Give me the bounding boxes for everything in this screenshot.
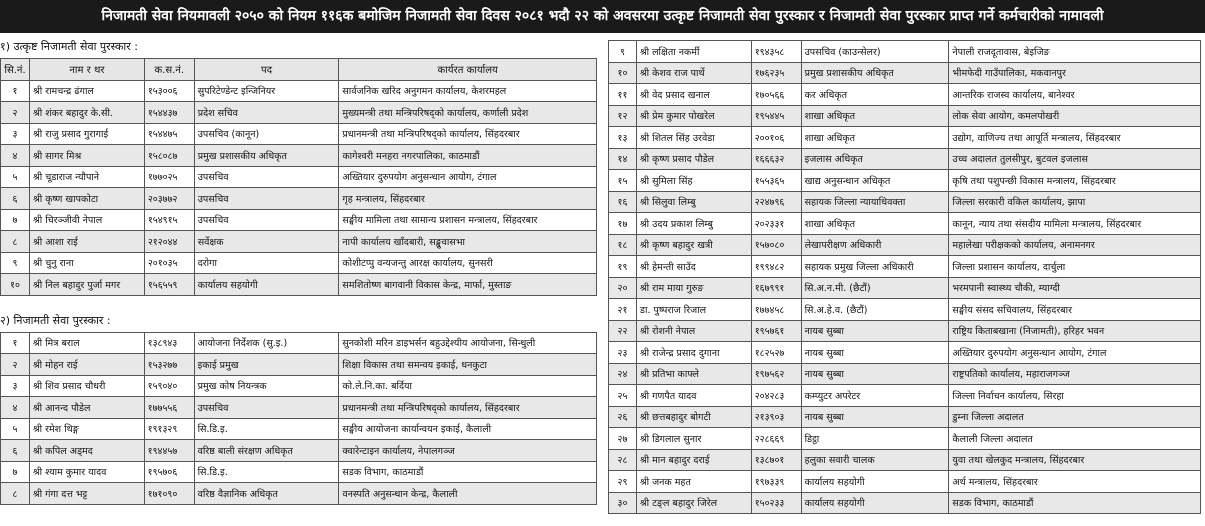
table-row — [1, 397, 597, 419]
name-cell: श्री गणपैत यादव — [636, 385, 751, 407]
name-cell: श्री राम माया गुरुङ — [636, 277, 751, 299]
table-row — [609, 406, 1201, 428]
office-cell: जिल्ला सरकारी वकिल कार्यालय, झापा — [949, 191, 1201, 213]
serial-cell: २ — [1, 102, 30, 124]
office-cell: नेपाली राजदूतावास, बेइजिङ — [949, 41, 1201, 63]
code-cell: १३८९४३ — [144, 332, 194, 354]
name-cell: श्री सुमिला सिंह — [636, 170, 751, 192]
code-cell: १९५७०६ — [144, 461, 194, 483]
name-cell: श्री छत्तबहादुर बोगटी — [636, 406, 751, 428]
serial-cell: ७ — [1, 461, 30, 483]
table-row — [609, 148, 1201, 170]
serial-cell: ५ — [1, 418, 30, 440]
post-cell: कर अधिकृत — [801, 84, 949, 106]
name-cell: श्री रामचन्द्र ढंगाल — [29, 80, 144, 102]
table-row — [609, 342, 1201, 364]
office-cell: सङ्घीय आयोजना कार्यान्वयन इकाई, कैलाली — [339, 418, 597, 440]
office-cell: उद्योग, वाणिज्य तथा आपूर्ति मन्त्रालय, सिंहदरबार — [949, 127, 1201, 149]
office-cell: शिक्षा विकास तथा समन्वय इकाई, धनकुटा — [339, 354, 597, 376]
name-cell: श्री चूडाराज न्यौपाने — [29, 166, 144, 188]
name-cell: श्री गंगा दत्त भट्ट — [29, 483, 144, 505]
code-cell: १९५४४५ — [751, 105, 801, 127]
office-cell: सडक विभाग, काठमाडौं — [339, 461, 597, 483]
office-cell: क्वारेन्टाइन कार्यालय, नेपालगञ्ज — [339, 440, 597, 462]
post-cell: लेखापरीक्षण अधिकारी — [801, 234, 949, 256]
left-column — [0, 36, 597, 505]
post-cell: सुपरिटेण्डेन्ट इन्जिनियर — [194, 80, 339, 102]
serial-cell: ४ — [1, 145, 30, 167]
name-cell: श्री मोहन राई — [29, 354, 144, 376]
section1-table — [0, 58, 597, 296]
section2-heading: २) निजामती सेवा पुरस्कार : — [0, 313, 111, 327]
office-cell: गृह मन्त्रालय, सिंहदरबार — [339, 188, 597, 210]
name-cell: श्री शिव प्रसाद चौधरी — [29, 375, 144, 397]
post-cell: उपसचिव — [194, 188, 339, 210]
table-row — [609, 320, 1201, 342]
table-row — [609, 363, 1201, 385]
serial-cell: ३ — [1, 375, 30, 397]
name-cell: डा. पुष्पराज रिजाल — [636, 299, 751, 321]
code-cell: १७७४५८ — [751, 299, 801, 321]
serial-cell: ६ — [1, 440, 30, 462]
table-row — [609, 256, 1201, 278]
code-cell: २२४७९६ — [751, 191, 801, 213]
name-cell: श्री हेमन्ती साउँद — [636, 256, 751, 278]
post-cell: इकाई प्रमुख — [194, 354, 339, 376]
code-cell: २०२३३१ — [751, 213, 801, 235]
serial-cell: ६ — [1, 188, 30, 210]
office-cell: लोक सेवा आयोग, कमलपोखरी — [949, 105, 1201, 127]
office-cell: डुम्ना जिल्ला अदालत — [949, 406, 1201, 428]
code-cell: १९९४८२ — [751, 256, 801, 278]
code-cell: १५७०८० — [751, 234, 801, 256]
code-cell: १७७५५६ — [144, 397, 194, 419]
code-cell: १३८७०१ — [751, 449, 801, 471]
code-cell: १५६५५९ — [144, 274, 194, 296]
serial-cell: २० — [609, 277, 637, 299]
office-cell: को.ले.नि.का. बर्दिया — [339, 375, 597, 397]
name-cell: श्री डिगलाल सुनार — [636, 428, 751, 450]
table-row — [1, 332, 597, 354]
post-cell: प्रदेश सचिव — [194, 102, 339, 124]
code-cell: १५८०८७ — [144, 145, 194, 167]
serial-cell: २७ — [609, 428, 637, 450]
name-cell: श्री रमेश थिङ्ग — [29, 418, 144, 440]
post-cell: शाखा अधिकृत — [801, 105, 949, 127]
col-header-serial: सि.नं. — [1, 59, 30, 81]
serial-cell: २३ — [609, 342, 637, 364]
post-cell: प्रमुख प्रशासकीय अधिकृत — [194, 145, 339, 167]
code-cell: २१३९०३ — [751, 406, 801, 428]
name-cell: श्री आशा राई — [29, 231, 144, 253]
name-cell: श्री प्रेम कुमार पोखरेल — [636, 105, 751, 127]
table-row — [609, 170, 1201, 192]
post-cell: डिट्ठा — [801, 428, 949, 450]
code-cell: २१२०४४ — [144, 231, 194, 253]
office-cell: भरमपानी स्वास्थ्य चौकी, म्याग्दी — [949, 277, 1201, 299]
office-cell: महालेखा परीक्षकको कार्यालय, अनामनगर — [949, 234, 1201, 256]
office-cell: प्रधानमन्त्री तथा मन्त्रिपरिषद्को कार्यालय, सिंहदरबार — [339, 123, 597, 145]
code-cell: १५४४७५ — [144, 123, 194, 145]
table-row — [1, 461, 597, 483]
office-cell: नापी कार्यालय खाँदबारी, सङ्खुवासभा — [339, 231, 597, 253]
code-cell: १९४३५८ — [751, 41, 801, 63]
table-row — [1, 375, 597, 397]
post-cell: कार्यालय सहयोगी — [801, 471, 949, 493]
office-cell: राष्ट्रपतिको कार्यालय, महाराजगञ्ज — [949, 363, 1201, 385]
post-cell: उपसचिव (काउन्सेलर) — [801, 41, 949, 63]
post-cell: शाखा अधिकृत — [801, 213, 949, 235]
office-cell: अख्तियार दुरुपयोग अनुसन्धान आयोग, टंगाल — [339, 166, 597, 188]
post-cell: सि.अ.हे.व. (छैटौं) — [801, 299, 949, 321]
serial-cell: २२ — [609, 320, 637, 342]
code-cell: १७१०९० — [144, 483, 194, 505]
table-row — [1, 145, 597, 167]
office-cell: सङ्घीय मामिला तथा सामान्य प्रशासन मन्त्रालय, सिंहदरबार — [339, 209, 597, 231]
post-cell: दरोगा — [194, 252, 339, 274]
table-row — [1, 274, 597, 296]
serial-cell: ३ — [1, 123, 30, 145]
serial-cell: २४ — [609, 363, 637, 385]
office-cell: सडक विभाग, काठमाडौं — [949, 492, 1201, 514]
table-row — [609, 62, 1201, 84]
serial-cell: ९ — [1, 252, 30, 274]
name-cell: श्री जनक महत — [636, 471, 751, 493]
serial-cell: १६ — [609, 191, 637, 213]
serial-cell: १४ — [609, 148, 637, 170]
post-cell: उपसचिव — [194, 209, 339, 231]
post-cell: नायब सुब्बा — [801, 363, 949, 385]
name-cell: श्री कृष्ण बहादुर खत्री — [636, 234, 751, 256]
post-cell: कार्यालय सहयोगी — [801, 492, 949, 514]
serial-cell: १ — [1, 332, 30, 354]
table-row — [1, 102, 597, 124]
post-cell: नायब सुब्बा — [801, 342, 949, 364]
name-cell: श्री कृष्ण खापकोटा — [29, 188, 144, 210]
post-cell: शाखा अधिकृत — [801, 127, 949, 149]
post-cell: उपसचिव — [194, 166, 339, 188]
table-row — [1, 123, 597, 145]
name-cell: श्री लक्षिता नकर्मी — [636, 41, 751, 63]
post-cell: वरिष्ठ वैज्ञानिक अधिकृत — [194, 483, 339, 505]
name-cell: श्री केशव राज पार्थे — [636, 62, 751, 84]
serial-cell: १२ — [609, 105, 637, 127]
serial-cell: २१ — [609, 299, 637, 321]
col-header-code: क.स.नं. — [144, 59, 194, 81]
table-row — [1, 231, 597, 253]
office-cell: प्रधानमन्त्री तथा मन्त्रिपरिषद्को कार्यालय, सिंहदरबार — [339, 397, 597, 419]
document-title: निजामती सेवा नियमावली २०५० को नियम ११६क बमोजिम निजामती सेवा दिवस २०८१ भदौ २२ को अवसरमा उत्कृष्ट निजामती सेवा पुरस्कार र निजामती सेवा पुरस्कार प्राप्त गर्ने कर्मचारीको नामावली — [0, 0, 1205, 33]
code-cell: १५४९१५ — [144, 209, 194, 231]
post-cell: वरिष्ठ बाली संरक्षण अधिकृत — [194, 440, 339, 462]
code-cell: २०१०३५ — [144, 252, 194, 274]
table-row — [1, 166, 597, 188]
table-row — [609, 277, 1201, 299]
code-cell: १६६६३२ — [751, 148, 801, 170]
name-cell: श्री चुनु राना — [29, 252, 144, 274]
code-cell: २०३७७२ — [144, 188, 194, 210]
name-cell: श्री राजेन्द्र प्रसाद दुगाना — [636, 342, 751, 364]
post-cell: सि.डि.इ. — [194, 418, 339, 440]
code-cell: १५५३६५ — [751, 170, 801, 192]
post-cell: हलुका सवारी चालक — [801, 449, 949, 471]
serial-cell: ८ — [1, 483, 30, 505]
office-cell: अख्तियार दुरुपयोग अनुसन्धान आयोग, टंगाल — [949, 342, 1201, 364]
name-cell: श्री राजु प्रसाद गुरागाई — [29, 123, 144, 145]
serial-cell: २ — [1, 354, 30, 376]
code-cell: १५०२३३ — [751, 492, 801, 514]
table-row — [609, 385, 1201, 407]
serial-cell: ८ — [1, 231, 30, 253]
table-row — [1, 418, 597, 440]
post-cell: प्रमुख कोष नियन्त्रक — [194, 375, 339, 397]
office-cell: राष्ट्रिय किताबखाना (निजामती), हरिहर भवन — [949, 320, 1201, 342]
section2-continued-body — [609, 41, 1201, 514]
code-cell: १९७३३९ — [751, 471, 801, 493]
office-cell: कैलाली जिल्ला अदालत — [949, 428, 1201, 450]
name-cell: श्री प्रतिभा काफ्ले — [636, 363, 751, 385]
section1-heading: १) उत्कृष्ट निजामती सेवा पुरस्कार : — [0, 40, 138, 53]
code-cell: १९५७६१ — [751, 320, 801, 342]
post-cell: सि.अ.न.मी. (छैटौं) — [801, 277, 949, 299]
name-cell: श्री चिरञ्जीवी नेपाल — [29, 209, 144, 231]
code-cell: १९१३२९ — [144, 418, 194, 440]
code-cell: १७०५६६ — [751, 84, 801, 106]
table-row — [609, 471, 1201, 493]
serial-cell: २५ — [609, 385, 637, 407]
code-cell: १६७९९१ — [751, 277, 801, 299]
name-cell: श्री सिलुवा लिम्बु — [636, 191, 751, 213]
table-row — [609, 41, 1201, 63]
serial-cell: ३० — [609, 492, 637, 514]
serial-cell: १७ — [609, 213, 637, 235]
section2-body — [1, 332, 597, 504]
office-cell: जिल्ला निर्वाचन कार्यालय, सिरहा — [949, 385, 1201, 407]
post-cell: सर्वेक्षक — [194, 231, 339, 253]
serial-cell: १५ — [609, 170, 637, 192]
name-cell: श्री मित्र बराल — [29, 332, 144, 354]
code-cell: १९४४५७ — [144, 440, 194, 462]
name-cell: श्री रोशनी नेपाल — [636, 320, 751, 342]
office-cell: कृषि तथा पशुपन्छी विकास मन्त्रालय, सिंहदरबार — [949, 170, 1201, 192]
table-row — [609, 299, 1201, 321]
office-cell: मुख्यमन्त्री तथा मन्त्रिपरिषद्को कार्यालय, कर्णाली प्रदेश — [339, 102, 597, 124]
code-cell: १५३२७७ — [144, 354, 194, 376]
serial-cell: १३ — [609, 127, 637, 149]
table-row — [609, 191, 1201, 213]
section2-table — [0, 332, 597, 505]
serial-cell: १० — [609, 62, 637, 84]
code-cell: १७७०२५ — [144, 166, 194, 188]
office-cell: जिल्ला प्रशासन कार्यालय, दार्चुला — [949, 256, 1201, 278]
serial-cell: १९ — [609, 256, 637, 278]
office-cell: सार्वजनिक खरिद अनुगमन कार्यालय, केशरमहल — [339, 80, 597, 102]
code-cell: १८२५२७ — [751, 342, 801, 364]
name-cell: श्री सागर मिश्र — [29, 145, 144, 167]
serial-cell: १८ — [609, 234, 637, 256]
name-cell: श्री शंकर बहादुर के.सी. — [29, 102, 144, 124]
office-cell: कोशीटप्पु वन्यजन्तु आरक्ष कार्यालय, सुनसरी — [339, 252, 597, 274]
right-column — [608, 40, 1201, 514]
post-cell: प्रमुख प्रशासकीय अधिकृत — [801, 62, 949, 84]
serial-cell: ९ — [609, 41, 637, 63]
table-row — [1, 252, 597, 274]
office-cell: आन्तरिक राजस्व कार्यालय, बानेश्वर — [949, 84, 1201, 106]
post-cell: आयोजना निर्देशक (सु.इ.) — [194, 332, 339, 354]
table-row — [1, 188, 597, 210]
table-row — [1, 80, 597, 102]
serial-cell: १० — [1, 274, 30, 296]
office-cell: अर्थ मन्त्रालय, सिंहदरबार — [949, 471, 1201, 493]
office-cell: युवा तथा खेलकुद मन्त्रालय, सिंहदरबार — [949, 449, 1201, 471]
table-row — [609, 428, 1201, 450]
table-row — [1, 354, 597, 376]
office-cell: उच्च अदालत तुलसीपुर, बुटवल इजलास — [949, 148, 1201, 170]
name-cell: श्री कृष्ण प्रसाद पौडेल — [636, 148, 751, 170]
serial-cell: ५ — [1, 166, 30, 188]
post-cell: सहायक जिल्ला न्यायाधिवक्ता — [801, 191, 949, 213]
code-cell: १५३००६ — [144, 80, 194, 102]
table-row — [1, 440, 597, 462]
post-cell: उपसचिव — [194, 397, 339, 419]
office-cell: कागेश्वरी मनहरा नगरपालिका, काठमाडौं — [339, 145, 597, 167]
serial-cell: ४ — [1, 397, 30, 419]
office-cell: कानून, न्याय तथा संसदीय मामिला मन्त्रालय, सिंहदरबार — [949, 213, 1201, 235]
post-cell: नायब सुब्बा — [801, 406, 949, 428]
col-header-office: कार्यरत कार्यालय — [339, 59, 597, 81]
code-cell: २२८६६९ — [751, 428, 801, 450]
section2-continued-table — [608, 40, 1201, 514]
name-cell: श्री आनन्द पौडेल — [29, 397, 144, 419]
col-header-post: पद — [194, 59, 339, 81]
name-cell: श्री मान बहादुर दराई — [636, 449, 751, 471]
code-cell: १७६२३५ — [751, 62, 801, 84]
serial-cell: २६ — [609, 406, 637, 428]
table-row — [609, 213, 1201, 235]
office-cell: सुनकोशी मरिन डाइभर्सन बहुउद्देश्यीय आयोजना, सिन्धुली — [339, 332, 597, 354]
table-row — [1, 483, 597, 505]
name-cell: श्री उदय प्रकाश लिम्बु — [636, 213, 751, 235]
name-cell: श्री शितल सिंह उरवेडा — [636, 127, 751, 149]
serial-cell: १ — [1, 80, 30, 102]
post-cell: सि.डि.इ. — [194, 461, 339, 483]
post-cell: इजलास अधिकृत — [801, 148, 949, 170]
office-cell: समशितोष्ण बागवानी विकास केन्द्र, मार्फा, मुस्ताङ — [339, 274, 597, 296]
table-row — [609, 234, 1201, 256]
post-cell: उपसचिव (कानून) — [194, 123, 339, 145]
name-cell: श्री टङ्ल बहादुर जिरेल — [636, 492, 751, 514]
post-cell: सहायक प्रमुख जिल्ला अधिकारी — [801, 256, 949, 278]
name-cell: श्री वेद प्रसाद खनाल — [636, 84, 751, 106]
serial-cell: २९ — [609, 471, 637, 493]
office-cell: भीमफेदी गाउँपालिका, मकवानपुर — [949, 62, 1201, 84]
post-cell: कार्यालय सहयोगी — [194, 274, 339, 296]
table-row — [609, 492, 1201, 514]
table-row — [609, 449, 1201, 471]
office-cell: सङ्घीय संसद सचिवालय, सिंहदरबार — [949, 299, 1201, 321]
serial-cell: २८ — [609, 449, 637, 471]
table-row — [609, 127, 1201, 149]
name-cell: श्री श्याम कुमार यादव — [29, 461, 144, 483]
section1-body — [1, 80, 597, 295]
post-cell: कम्प्युटर अपरेटर — [801, 385, 949, 407]
code-cell: १५९०४० — [144, 375, 194, 397]
code-cell: २००१०६ — [751, 127, 801, 149]
name-cell: श्री कपिल अड्मद — [29, 440, 144, 462]
serial-cell: ११ — [609, 84, 637, 106]
post-cell: नायब सुब्बा — [801, 320, 949, 342]
code-cell: २०४२८३ — [751, 385, 801, 407]
code-cell: १९७५६२ — [751, 363, 801, 385]
code-cell: १५४४३७ — [144, 102, 194, 124]
name-cell: श्री निल बहादुर पुर्जा मगर — [29, 274, 144, 296]
post-cell: खाद्य अनुसन्धान अधिकृत — [801, 170, 949, 192]
table-row — [609, 84, 1201, 106]
office-cell: वनस्पति अनुसन्धान केन्द्र, कैलाली — [339, 483, 597, 505]
table-row — [609, 105, 1201, 127]
table-header-row — [1, 59, 597, 81]
table-row — [1, 209, 597, 231]
serial-cell: ७ — [1, 209, 30, 231]
col-header-name: नाम र थर — [29, 59, 144, 81]
